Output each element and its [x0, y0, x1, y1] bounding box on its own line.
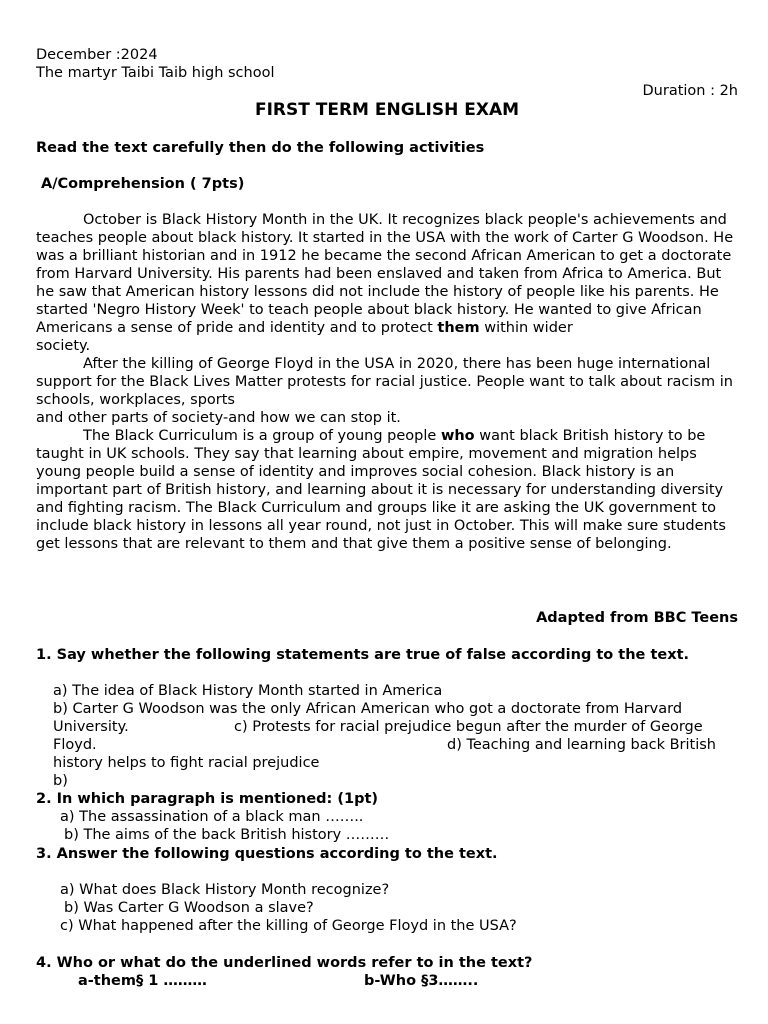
exam-duration: Duration : 2h: [642, 83, 738, 99]
exam-title: FIRST TERM ENGLISH EXAM: [254, 100, 520, 120]
question-1-extra: b): [53, 773, 68, 789]
question-1-heading: 1. Say whether the following statements are true of false according to the text.: [36, 647, 690, 663]
paragraph-3-start: The Black Curriculum is a group of young people: [83, 428, 437, 444]
section-heading: A/Comprehension ( 7pts): [41, 176, 245, 192]
question-3c: c) What happened after the killing of George Floyd in the USA?: [60, 918, 517, 934]
paragraph-2: [36, 355, 740, 409]
paragraph-2-text: After the killing of George Floyd in the USA in 2020, there has been huge international support for the Black Lives Matter protests for racial justice. People want to talk about racism in schools, workplaces, sports: [36, 356, 733, 408]
question-1a: a) The idea of Black History Month started in America: [53, 683, 443, 699]
paragraph-2-tail: and other parts of society-and how we can stop it.: [36, 410, 401, 426]
question-1b: b) Carter G Woodson was the only African American who got a doctorate from Harvard: [53, 701, 683, 717]
reading-text: [36, 211, 740, 553]
word-who: who: [440, 428, 475, 444]
question-3b: b) Was Carter G Woodson a slave?: [64, 900, 314, 916]
paragraph-3-text: want black British history to be taught in UK schools. They say that learning about empire, movement and migration helps young people build a sense of identity and improves social cohesion. Black history is an important part of British history, and learning about it is necessary for understanding diversity and fighting racism. The Black Curriculum and groups like it are asking the UK government to include black history in lessons all year round, not just in October. This will make sure students get lessons that are relevant to them and that give them a positive sense of belonging.: [36, 428, 726, 552]
paragraph-1-end: within wider: [484, 320, 573, 336]
question-2-heading: 2. In which paragraph is mentioned: (1pt): [36, 791, 379, 807]
question-3a: a) What does Black History Month recognize?: [60, 882, 390, 898]
question-1c-end: Floyd.: [53, 737, 97, 753]
text-source: Adapted from BBC Teens: [536, 610, 738, 626]
question-1d-end: history helps to fight racial prejudice: [53, 755, 320, 771]
exam-date: December :2024: [36, 47, 158, 63]
paragraph-1: [36, 211, 740, 337]
paragraph-1-tail: society.: [36, 338, 91, 354]
question-4b: b-Who §3……..: [364, 973, 479, 989]
question-2b: b) The aims of the back British history ………: [64, 827, 390, 843]
question-3-heading: 3. Answer the following questions according to the text.: [36, 846, 498, 862]
question-1b-end: University.: [53, 719, 129, 735]
question-1c: c) Protests for racial prejudice begun after the murder of George: [234, 719, 703, 735]
paragraph-3: [36, 427, 740, 553]
word-them: them: [437, 320, 480, 336]
instructions: Read the text carefully then do the following activities: [36, 140, 485, 156]
question-4-heading: 4. Who or what do the underlined words refer to in the text?: [36, 955, 533, 971]
question-4a: a-them§ 1 ………: [78, 973, 207, 989]
question-2a: a) The assassination of a black man ……..: [60, 809, 364, 825]
paragraph-1-text: October is Black History Month in the UK. It recognizes black people's achievements and teaches people about black history. It started in the USA with the work of Carter G Woodson. He was a brilliant historian and in 1912 he became the second African American to get a doctorate from Harvard University. His parents had been enslaved and taken from Africa to America. But he saw that American history lessons did not include the history of people like his parents. He started 'Negro History Week' to teach people about black history. He wanted to give African Americans a sense of pride and identity and to protect: [36, 212, 734, 336]
school-name: The martyr Taibi Taib high school: [36, 65, 275, 81]
question-1d: d) Teaching and learning back British: [447, 737, 716, 753]
